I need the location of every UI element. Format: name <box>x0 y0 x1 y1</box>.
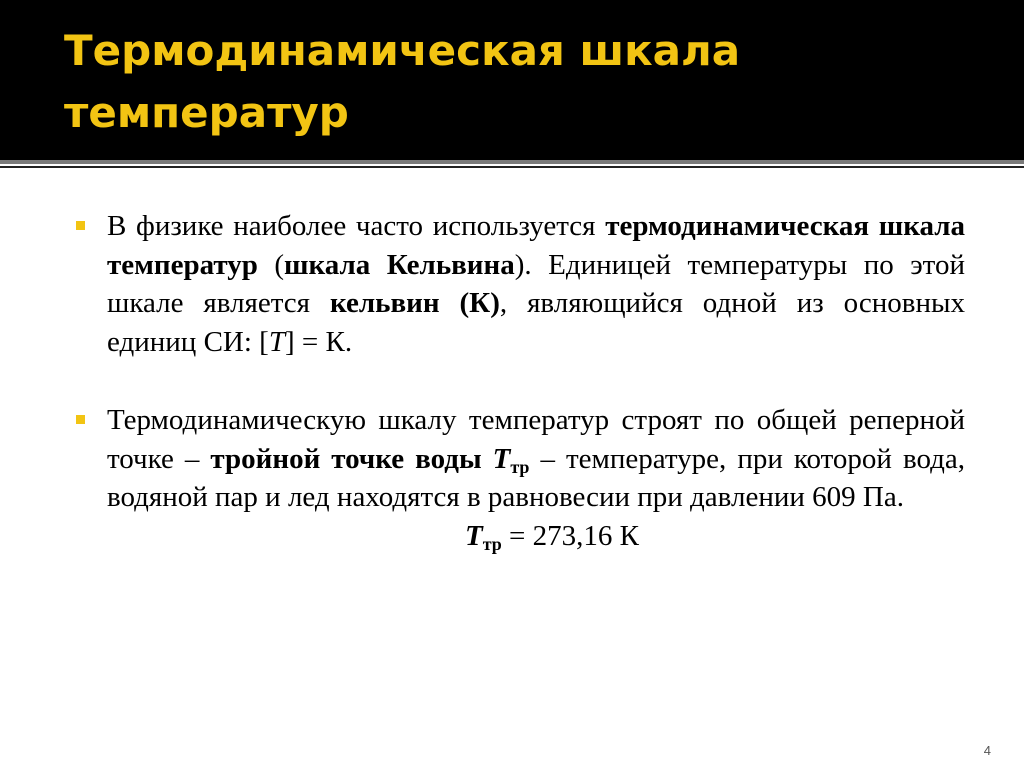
text-run-subscript: тр <box>510 456 530 477</box>
text-run-italic: T <box>268 325 285 358</box>
slide-title-line-2: температур <box>64 88 349 137</box>
text-run-bold-italic: T <box>465 519 483 552</box>
content-bullet-list <box>75 207 965 555</box>
text-run-normal: ). Единицей температуры по этой шкале является <box>107 248 965 319</box>
square-bullet-icon <box>76 221 85 230</box>
text-run-bold: термодинамическая шкала температур <box>107 210 965 281</box>
text-run-normal: , являющийся одной из основных единиц СИ: [ <box>107 287 965 358</box>
text-run-normal: Термодинамическую шкалу температур строят по общей реперной точке – <box>107 404 965 475</box>
square-bullet-icon <box>76 415 85 424</box>
slide-title-line-1: Термодинамическая шкала <box>64 26 741 75</box>
bullet-paragraph-1 <box>107 207 965 361</box>
text-run-normal: – температуре, при которой вода, водяной пар и лед находятся в равновесии при давлении 609 Па. <box>107 442 965 513</box>
text-run-subscript: тр <box>482 533 502 554</box>
text-run-normal: ] = К. <box>284 325 353 358</box>
text-run-bold: шкала Кельвина <box>283 248 515 281</box>
page-number: 4 <box>983 743 991 758</box>
text-run-normal: В физике наиболее часто используется <box>107 210 606 242</box>
text-run-bold: кельвин (К) <box>329 287 500 319</box>
triple-point-formula <box>107 517 965 556</box>
text-run-normal: ( <box>257 248 284 281</box>
bullet-item-1 <box>75 207 965 361</box>
slide-title <box>64 20 740 144</box>
title-header-band <box>0 0 1024 160</box>
bullet-paragraph-2 <box>107 401 965 517</box>
text-run-bold-italic: T <box>492 442 511 475</box>
header-divider-thin-rule <box>0 166 1024 168</box>
bullet-item-2 <box>75 401 965 555</box>
text-run-normal: = 273,16 К <box>501 519 639 552</box>
text-run-bold: тройной точке воды <box>210 442 493 475</box>
